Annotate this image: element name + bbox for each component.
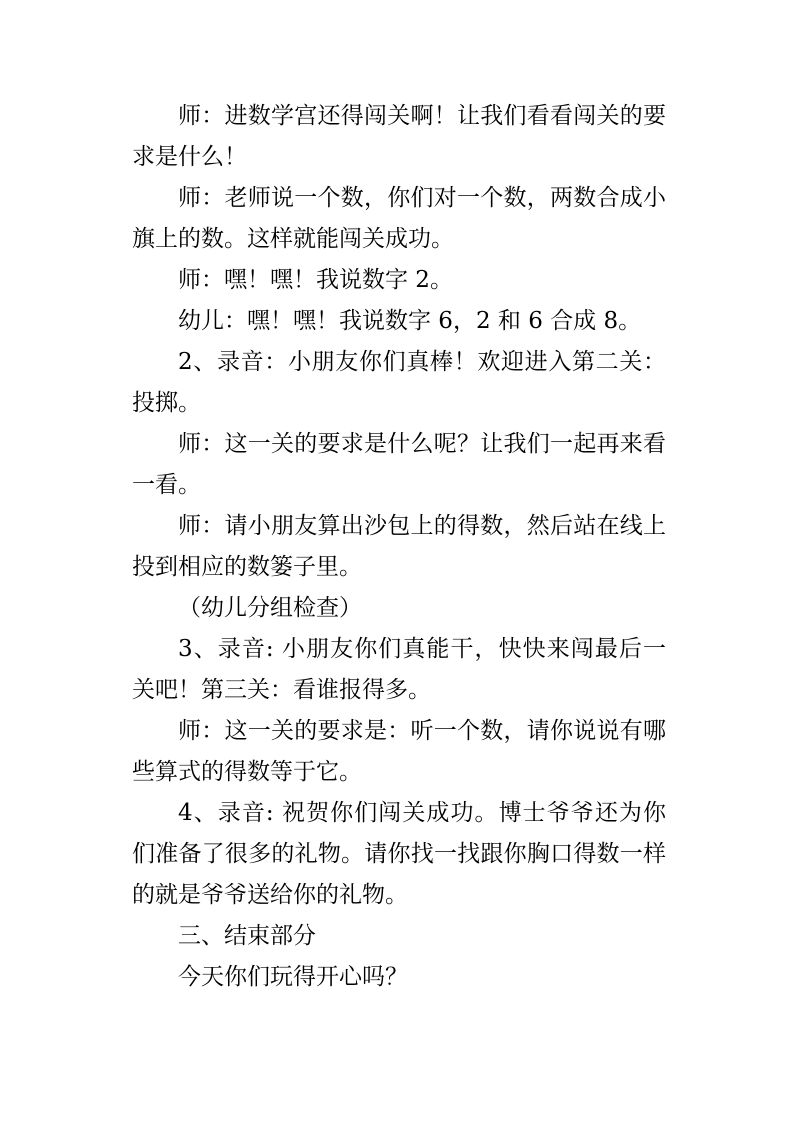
- paragraph-11: 4、录音: 祝贺你们闯关成功。博士爷爷还为你们准备了很多的礼物。请你找一找跟你胸口得数一样的就是爷爷送给你的礼物。: [132, 800, 666, 908]
- paragraph-3: 师：嘿！嘿！我说数字 2。: [178, 267, 453, 293]
- paragraph-1: 师：进数学宫还得闯关啊！让我们看看闯关的要求是什么！: [132, 103, 666, 170]
- document-body: [132, 96, 666, 998]
- paragraph-4: 幼儿：嘿！嘿！我说数字 6，2 和 6 合成 8。: [178, 308, 642, 334]
- paragraph-2: 师：老师说一个数，你们对一个数，两数合成小旗上的数。这样就能闯关成功。: [132, 185, 666, 252]
- paragraph-7: 师：请小朋友算出沙包上的得数，然后站在线上投到相应的数篓子里。: [132, 513, 666, 580]
- paragraph-13: 今天你们玩得开心吗？: [178, 964, 408, 990]
- section-heading-conclusion: 三、结束部分: [178, 923, 316, 949]
- paragraph-5: 2、录音：小朋友你们真棒！欢迎进入第二关：投掷。: [132, 349, 666, 416]
- paragraph-6: 师：这一关的要求是什么呢？让我们一起再来看一看。: [132, 431, 666, 498]
- paragraph-9: 3、录音: 小朋友你们真能干，快快来闯最后一关吧！第三关：看谁报得多。: [132, 636, 666, 703]
- paragraph-8: （幼儿分组检查）: [178, 595, 362, 621]
- paragraph-10: 师：这一关的要求是：听一个数，请你说说有哪些算式的得数等于它。: [132, 718, 666, 785]
